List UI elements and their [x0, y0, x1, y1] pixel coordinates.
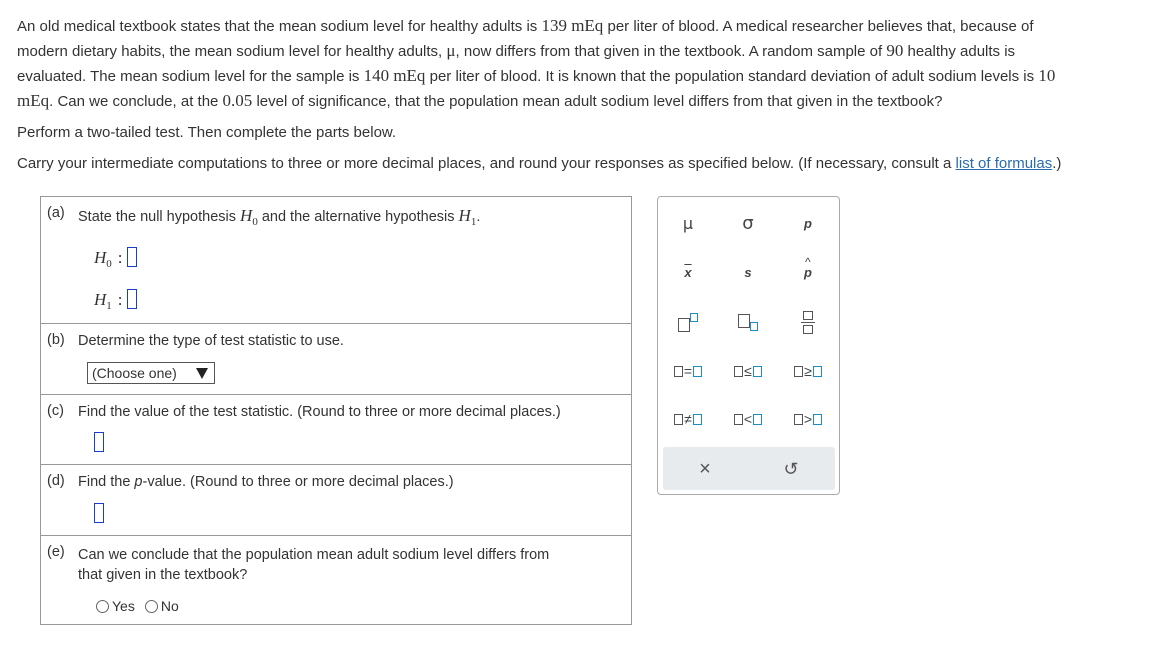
palette-action-tray	[663, 447, 835, 490]
p-button[interactable]: p	[804, 215, 812, 231]
question-box	[40, 196, 632, 625]
greater-equal-button[interactable]: ≥	[788, 357, 828, 385]
part-d-label: (d)	[47, 473, 65, 489]
part-d	[41, 465, 631, 536]
subscript-button[interactable]	[728, 308, 768, 336]
rounding-instruction: Carry your intermediate computations to three or more decimal places, and round your responses as specified below. (If necessary, consult a list of formulas.)	[17, 155, 1062, 172]
less-equal-button[interactable]: ≤	[728, 357, 768, 385]
symbol-palette	[657, 196, 840, 495]
dropdown-arrow-icon	[196, 368, 208, 379]
fraction-button[interactable]	[788, 308, 828, 336]
superscript-button[interactable]	[668, 308, 708, 336]
phat-button[interactable]: ^ p	[804, 254, 812, 280]
part-b	[41, 324, 631, 395]
part-c	[41, 395, 631, 465]
null-hypothesis-input[interactable]	[127, 247, 137, 267]
part-a	[41, 197, 631, 324]
select-value: (Choose one)	[92, 365, 177, 381]
not-equal-button[interactable]: ≠	[668, 405, 708, 433]
part-a-label: (a)	[47, 205, 65, 221]
s-button[interactable]: s	[744, 264, 752, 280]
part-c-label: (c)	[47, 403, 64, 419]
sigma-button[interactable]: σ	[742, 212, 754, 234]
conclusion-options	[96, 598, 185, 615]
mu-button[interactable]: μ	[682, 213, 694, 233]
part-e-prompt: Can we conclude that the population mean adult sodium level differs from that given in the textbook?	[78, 547, 550, 583]
yes-label: Yes	[112, 598, 135, 614]
part-b-label: (b)	[47, 332, 65, 348]
no-label: No	[160, 598, 179, 614]
xbar-button[interactable]: $\overline{x}$	[684, 264, 692, 280]
yes-radio[interactable]	[96, 600, 109, 613]
two-tailed-instruction: Perform a two-tailed test. Then complete the parts below.	[17, 124, 397, 141]
part-d-prompt: Find the p-value. (Round to three or more decimal places.)	[78, 474, 454, 490]
null-hypothesis-row: $H_0$ :	[94, 247, 137, 270]
problem-statement: An old medical textbook states that the mean sodium level for healthy adults is 139 mEq per liter of blood. A medical researcher believes that, because of modern dietary habits, the mean sodium level for healthy adults, μ, now differs from that given in the textbook. A random sample of 90 healthy adults is evaluated. The mean sodium level for the sample is 140 mEq per liter of blood. It is known that the population standard deviation of adult sodium levels is 10 mEq. Can we conclude, at the 0.05 level of significance, that the population mean adult sodium level differs from that given in the textbook?	[17, 16, 1056, 110]
alt-hypothesis-row: $H_1$ :	[94, 289, 137, 312]
part-e	[41, 536, 631, 624]
part-a-prompt: State the null hypothesis $H_0$ and the alternative hypothesis $H_1$.	[78, 206, 481, 228]
part-e-label: (e)	[47, 544, 65, 560]
test-statistic-select[interactable]	[87, 362, 215, 384]
alt-hypothesis-input[interactable]	[127, 289, 137, 309]
test-statistic-input[interactable]	[94, 432, 104, 452]
clear-icon[interactable]: ×	[699, 457, 711, 480]
formulas-link[interactable]: list of formulas	[955, 155, 1053, 172]
part-b-prompt: Determine the type of test statistic to use.	[78, 333, 344, 349]
less-than-button[interactable]: <	[728, 405, 768, 433]
p-value-input[interactable]	[94, 503, 104, 523]
equals-button[interactable]: =	[668, 357, 708, 385]
undo-icon[interactable]: ↺	[783, 458, 799, 479]
no-radio[interactable]	[145, 600, 158, 613]
part-c-prompt: Find the value of the test statistic. (Round to three or more decimal places.)	[78, 404, 561, 420]
greater-than-button[interactable]: >	[788, 405, 828, 433]
